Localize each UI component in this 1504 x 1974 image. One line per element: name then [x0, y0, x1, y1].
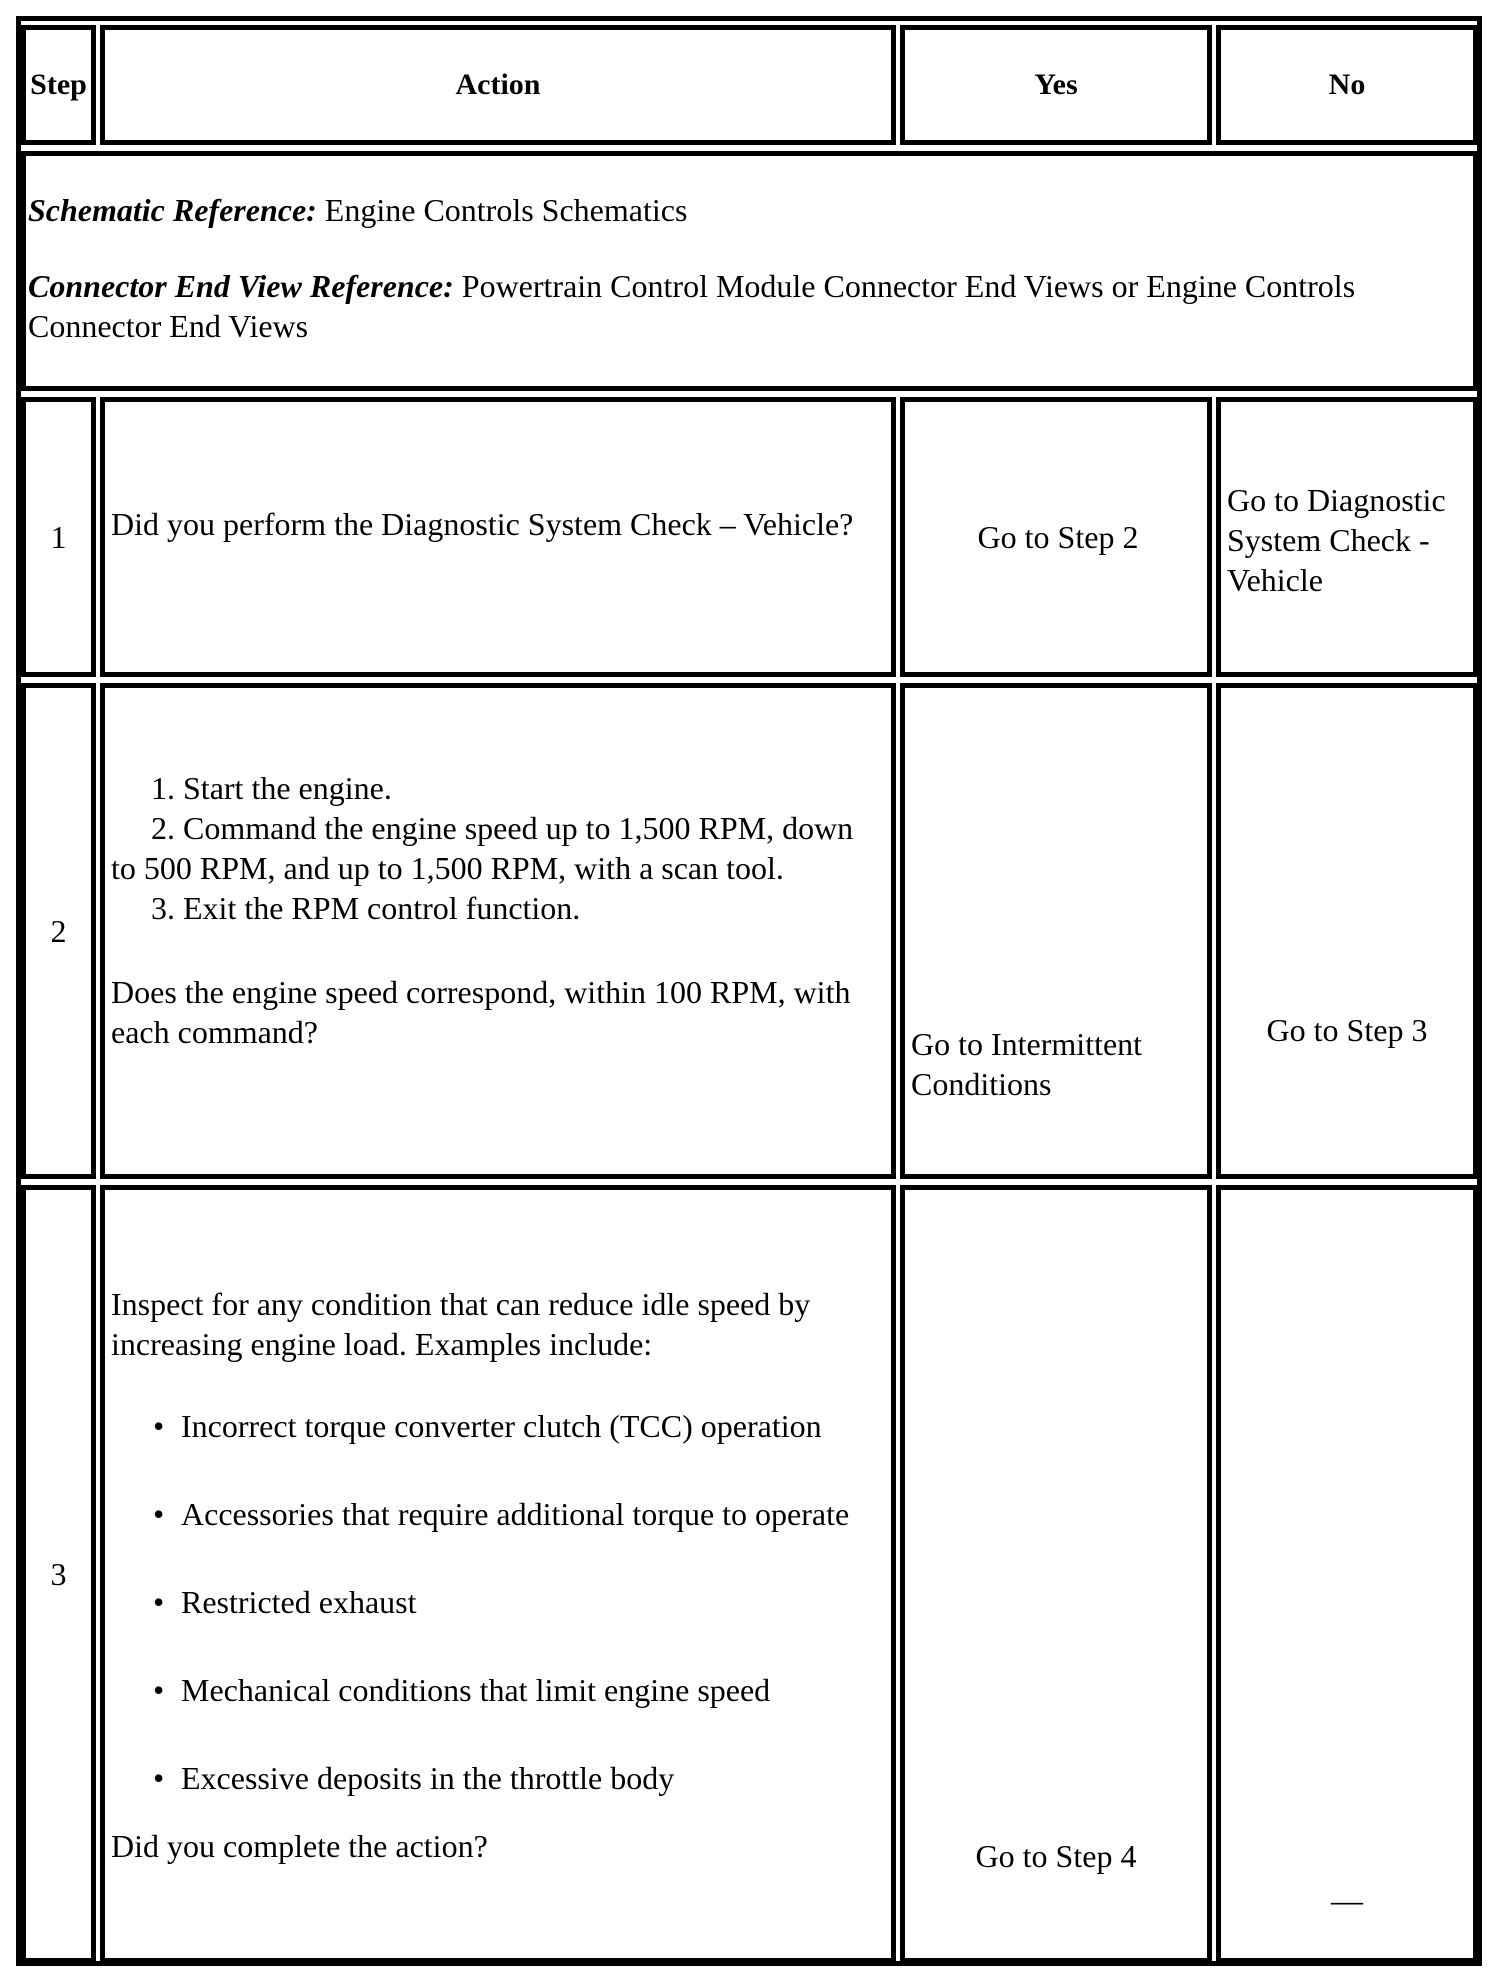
- connector-reference-label: Connector End View Reference:: [28, 268, 454, 304]
- step-3-question: Did you complete the action?: [111, 1828, 488, 1864]
- step-2-no: [1216, 683, 1478, 1179]
- header-no: No: [1216, 25, 1478, 145]
- list-item: • Accessories that require additional torque to operate: [153, 1496, 850, 1532]
- schematic-reference-label: Schematic Reference:: [28, 192, 317, 228]
- step-3-no-value: —: [1331, 1882, 1363, 1918]
- bullet-icon: •: [153, 1408, 165, 1444]
- schematic-reference-value: Engine Controls Schematics: [324, 192, 688, 228]
- step-3-number: 3: [21, 1185, 96, 1963]
- step-2-number: 2: [21, 683, 96, 1179]
- step-3-intro: Inspect for any condition that can reduce idle speed by increasing engine load. Examples include:: [111, 1286, 811, 1362]
- bullet-icon: •: [153, 1584, 165, 1620]
- header-action: Action: [100, 25, 896, 145]
- step-1-yes: [900, 397, 1212, 677]
- step-2-yes-link[interactable]: Go to Intermittent Conditions: [911, 1026, 1143, 1102]
- step-3-no: [1216, 1185, 1478, 1963]
- bullet-icon: •: [153, 1672, 165, 1708]
- step-1-number: 1: [21, 397, 96, 677]
- step-2-action-item: 2. Command the engine speed up to 1,500 RPM, down to 500 RPM, and up to 1,500 RPM, with a scan tool.: [111, 810, 854, 886]
- list-item: • Incorrect torque converter clutch (TCC) operation: [153, 1408, 822, 1444]
- step-2-action-item: 3. Exit the RPM control function.: [151, 890, 581, 926]
- step-1-yes-link[interactable]: Go to Step 2: [977, 519, 1139, 555]
- step-1-no: [1216, 397, 1478, 677]
- header-step: Step: [21, 25, 96, 145]
- list-item: • Mechanical conditions that limit engine speed: [153, 1672, 771, 1708]
- step-2-question: Does the engine speed correspond, within 100 RPM, with each command?: [111, 974, 851, 1050]
- list-item: • Restricted exhaust: [153, 1584, 417, 1620]
- step-2-action: [100, 683, 896, 1179]
- step-2-no-link[interactable]: Go to Step 3: [1266, 1012, 1428, 1048]
- list-item: • Excessive deposits in the throttle body: [153, 1760, 675, 1796]
- connector-reference: [28, 266, 1469, 346]
- bullet-icon: •: [153, 1760, 165, 1796]
- step-3-yes-link[interactable]: Go to Step 4: [975, 1838, 1137, 1874]
- step-2-yes: [900, 683, 1212, 1179]
- diagnostic-table: [16, 16, 1482, 1966]
- schematic-reference: [28, 190, 1469, 230]
- step-3-yes: [900, 1185, 1212, 1963]
- step-1-action: [100, 397, 896, 677]
- bullet-icon: •: [153, 1496, 165, 1532]
- connector-reference-value: Powertrain Control Module Connector End Views or Engine Controls Connector End Views: [28, 268, 1356, 344]
- step-1-question: Did you perform the Diagnostic System Check – Vehicle?: [111, 506, 854, 542]
- step-3-action: [100, 1185, 896, 1963]
- step-3-bullet-list: [111, 1406, 883, 1798]
- step-2-action-item: 1. Start the engine.: [151, 770, 392, 806]
- header-yes: Yes: [900, 25, 1212, 145]
- step-1-no-link[interactable]: Go to Diagnostic System Check - Vehicle: [1227, 482, 1446, 598]
- reference-cell: [21, 151, 1478, 391]
- step-2-action-list: [111, 768, 883, 928]
